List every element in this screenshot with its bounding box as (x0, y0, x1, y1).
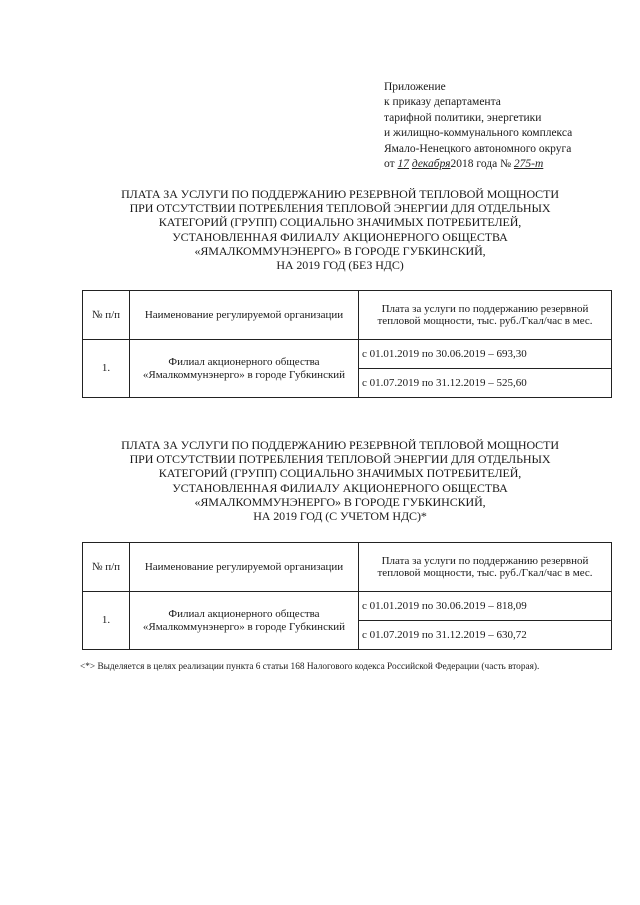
appendix-line: к приказу департамента (384, 96, 501, 109)
tariff-table-without-vat (82, 290, 612, 398)
title-line: НА 2019 ГОД (С УЧЕТОМ НДС)* (253, 509, 427, 524)
title-line: УСТАНОВЛЕННАЯ ФИЛИАЛУ АКЦИОНЕРНОГО ОБЩЕСТВА (172, 229, 508, 244)
section1-title (60, 187, 620, 272)
header-num: № п/п (83, 543, 130, 592)
order-number: 275-т (513, 158, 544, 171)
tariff-table-with-vat (82, 542, 612, 650)
title-line: КАТЕГОРИЙ (ГРУПП) СОЦИАЛЬНО ЗНАЧИМЫХ ПОТРЕБИТЕЛЕЙ, (158, 466, 522, 481)
row-num: 1. (83, 340, 130, 398)
table-header-row (83, 291, 612, 340)
row-org: Филиал акционерного общества «Ямалкоммунэнерго» в городе Губкинский (130, 340, 359, 398)
row-num: 1. (83, 592, 130, 650)
header-num: № п/п (83, 291, 130, 340)
title-line: КАТЕГОРИЙ (ГРУПП) СОЦИАЛЬНО ЗНАЧИМЫХ ПОТРЕБИТЕЛЕЙ, (158, 215, 522, 230)
section2-title (60, 438, 620, 523)
appendix-line: и жилищно-коммунального комплекса (384, 127, 573, 140)
header-price: Плата за услуги по поддержанию резервной тепловой мощности, тыс. руб./Гкал/час в мес. (359, 543, 612, 592)
title-line: «ЯМАЛКОММУНЭНЕРГО» В ГОРОДЕ ГУБКИНСКИЙ, (194, 243, 486, 258)
title-line: ПРИ ОТСУТСТВИИ ПОТРЕБЛЕНИЯ ТЕПЛОВОЙ ЭНЕРГИИ ДЛЯ ОТДЕЛЬНЫХ (129, 452, 551, 467)
row-price-period2: с 01.07.2019 по 31.12.2019 – 630,72 (359, 621, 612, 650)
date-day: 17 (397, 158, 409, 171)
title-line: НА 2019 ГОД (БЕЗ НДС) (276, 258, 404, 273)
title-line: ПЛАТА ЗА УСЛУГИ ПО ПОДДЕРЖАНИЮ РЕЗЕРВНОЙ ТЕПЛОВОЙ МОЩНОСТИ (121, 187, 559, 201)
footnote: <*> Выделяется в целях реализации пункта 6 статьи 168 Налогового кодекса Российской Федерации (часть вторая). (80, 662, 540, 672)
table-row (83, 340, 612, 369)
appendix-line: Приложение (384, 81, 446, 93)
title-line: ПРИ ОТСУТСТВИИ ПОТРЕБЛЕНИЯ ТЕПЛОВОЙ ЭНЕРГИИ ДЛЯ ОТДЕЛЬНЫХ (129, 201, 551, 216)
row-price-period1: с 01.01.2019 по 30.06.2019 – 693,30 (359, 340, 612, 369)
date-suffix: 2018 года № (450, 158, 512, 171)
appendix-line: тарифной политики, энергетики (384, 111, 542, 124)
title-line: УСТАНОВЛЕННАЯ ФИЛИАЛУ АКЦИОНЕРНОГО ОБЩЕСТВА (172, 480, 508, 495)
header-price: Плата за услуги по поддержанию резервной тепловой мощности, тыс. руб./Гкал/час в мес. (359, 291, 612, 340)
date-month: декабря (411, 158, 451, 171)
table-header-row (83, 543, 612, 592)
appendix-date-line (384, 157, 624, 172)
row-price-period2: с 01.07.2019 по 31.12.2019 – 525,60 (359, 369, 612, 398)
title-line: «ЯМАЛКОММУНЭНЕРГО» В ГОРОДЕ ГУБКИНСКИЙ, (194, 494, 486, 509)
header-org: Наименование регулируемой организации (130, 291, 359, 340)
appendix-block (384, 80, 624, 172)
row-org: Филиал акционерного общества «Ямалкоммунэнерго» в городе Губкинский (130, 592, 359, 650)
title-line: ПЛАТА ЗА УСЛУГИ ПО ПОДДЕРЖАНИЮ РЕЗЕРВНОЙ ТЕПЛОВОЙ МОЩНОСТИ (121, 438, 559, 452)
row-price-period1: с 01.01.2019 по 30.06.2019 – 818,09 (359, 592, 612, 621)
appendix-line: Ямало-Ненецкого автономного округа (384, 142, 572, 155)
date-prefix: от (384, 158, 395, 171)
table-row (83, 592, 612, 621)
header-org: Наименование регулируемой организации (130, 543, 359, 592)
